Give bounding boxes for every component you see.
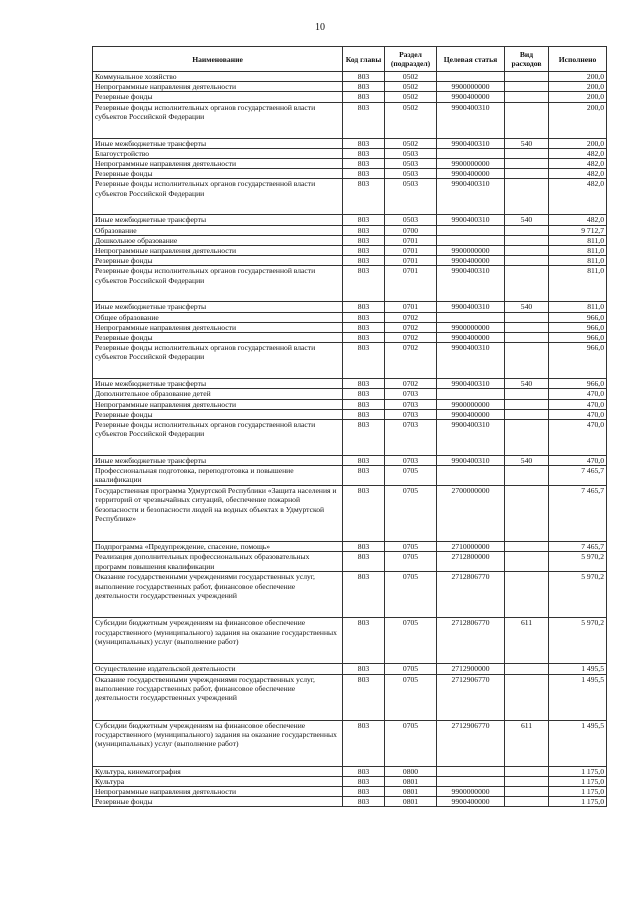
table-row — [93, 302, 607, 312]
row-kind — [505, 246, 549, 256]
row-article: 9900400310 — [437, 215, 505, 225]
row-article: 9900400310 — [437, 179, 505, 215]
row-code: 803 — [343, 766, 385, 776]
row-name: Непрограммные направления деятельности — [93, 82, 343, 92]
row-section: 0705 — [385, 486, 437, 542]
row-amount: 482,0 — [549, 159, 607, 169]
row-kind — [505, 225, 549, 235]
row-code: 803 — [343, 235, 385, 245]
row-article: 9900400000 — [437, 409, 505, 419]
row-code: 803 — [343, 82, 385, 92]
row-kind — [505, 179, 549, 215]
row-name: Реализация дополнительных профессиональных образовательных программ повышения квалификации — [93, 552, 343, 572]
row-article: 9900400000 — [437, 92, 505, 102]
row-amount: 811,0 — [549, 246, 607, 256]
row-kind — [505, 409, 549, 419]
row-kind — [505, 169, 549, 179]
row-name: Подпрограмма «Предупреждение, спасение, помощь» — [93, 542, 343, 552]
row-section: 0502 — [385, 82, 437, 92]
table-row — [93, 169, 607, 179]
row-article: 9900400310 — [437, 138, 505, 148]
row-amount: 966,0 — [549, 312, 607, 322]
table-row — [93, 552, 607, 572]
row-kind — [505, 266, 549, 302]
row-code: 803 — [343, 266, 385, 302]
row-amount: 966,0 — [549, 379, 607, 389]
row-amount: 5 970,2 — [549, 618, 607, 664]
row-article: 9900400310 — [437, 343, 505, 379]
row-section: 0705 — [385, 552, 437, 572]
row-name: Непрограммные направления деятельности — [93, 399, 343, 409]
row-code: 803 — [343, 179, 385, 215]
table-row — [93, 256, 607, 266]
row-kind: 540 — [505, 379, 549, 389]
row-article: 9900000000 — [437, 246, 505, 256]
row-kind — [505, 312, 549, 322]
row-article: 2712806770 — [437, 572, 505, 618]
row-name: Оказание государственными учреждениями государственных услуг, выполнение государственных работ, финансовое обеспечение деятельности государственных учреждений — [93, 674, 343, 720]
row-kind — [505, 148, 549, 158]
row-amount: 966,0 — [549, 333, 607, 343]
row-article: 9900400310 — [437, 102, 505, 138]
table-row — [93, 266, 607, 302]
row-code: 803 — [343, 720, 385, 766]
row-code: 803 — [343, 333, 385, 343]
row-code: 803 — [343, 664, 385, 674]
table-row — [93, 766, 607, 776]
row-kind — [505, 389, 549, 399]
row-kind: 540 — [505, 215, 549, 225]
row-code: 803 — [343, 256, 385, 266]
table-row — [93, 159, 607, 169]
row-article: 9900400310 — [437, 456, 505, 466]
row-amount: 470,0 — [549, 420, 607, 456]
row-kind — [505, 664, 549, 674]
row-section: 0702 — [385, 333, 437, 343]
row-name: Иные межбюджетные трансферты — [93, 215, 343, 225]
row-article — [437, 235, 505, 245]
row-name: Культура — [93, 776, 343, 786]
row-amount: 200,0 — [549, 102, 607, 138]
row-section: 0702 — [385, 343, 437, 379]
row-kind — [505, 766, 549, 776]
row-amount: 200,0 — [549, 72, 607, 82]
row-section: 0502 — [385, 138, 437, 148]
table-row — [93, 787, 607, 797]
table-row — [93, 720, 607, 766]
row-article — [437, 766, 505, 776]
header-name: Наименование — [93, 47, 343, 72]
header-article: Целевая статья — [437, 47, 505, 72]
row-section: 0702 — [385, 379, 437, 389]
row-kind — [505, 797, 549, 807]
row-article — [437, 148, 505, 158]
row-name: Общее образование — [93, 312, 343, 322]
row-code: 803 — [343, 572, 385, 618]
row-amount: 811,0 — [549, 266, 607, 302]
row-section: 0503 — [385, 179, 437, 215]
row-kind — [505, 159, 549, 169]
row-section: 0502 — [385, 72, 437, 82]
row-amount: 1 175,0 — [549, 776, 607, 786]
table-row — [93, 618, 607, 664]
budget-execution-table — [92, 46, 607, 807]
row-amount: 200,0 — [549, 138, 607, 148]
row-kind — [505, 82, 549, 92]
row-code: 803 — [343, 322, 385, 332]
row-name: Резервные фонды — [93, 256, 343, 266]
row-kind: 611 — [505, 618, 549, 664]
row-name: Дополнительное образование детей — [93, 389, 343, 399]
row-kind — [505, 486, 549, 542]
row-article: 2710000000 — [437, 542, 505, 552]
table-row — [93, 343, 607, 379]
header-kind: Вид расходов — [505, 47, 549, 72]
row-section: 0801 — [385, 776, 437, 786]
row-article — [437, 776, 505, 786]
row-article — [437, 225, 505, 235]
row-section: 0705 — [385, 720, 437, 766]
table-row — [93, 674, 607, 720]
row-section: 0700 — [385, 225, 437, 235]
row-name: Резервные фонды — [93, 409, 343, 419]
row-code: 803 — [343, 787, 385, 797]
row-article: 2712906770 — [437, 720, 505, 766]
table-row — [93, 82, 607, 92]
table-row — [93, 333, 607, 343]
table-row — [93, 797, 607, 807]
row-section: 0503 — [385, 169, 437, 179]
row-section: 0705 — [385, 466, 437, 486]
row-article — [437, 312, 505, 322]
row-amount: 811,0 — [549, 302, 607, 312]
row-code: 803 — [343, 456, 385, 466]
row-code: 803 — [343, 486, 385, 542]
row-section: 0705 — [385, 664, 437, 674]
row-code: 803 — [343, 797, 385, 807]
table-row — [93, 409, 607, 419]
header-amount: Исполнено — [549, 47, 607, 72]
row-code: 803 — [343, 102, 385, 138]
row-amount: 966,0 — [549, 343, 607, 379]
row-name: Резервные фонды — [93, 333, 343, 343]
row-article — [437, 72, 505, 82]
table-row — [93, 138, 607, 148]
row-amount: 482,0 — [549, 179, 607, 215]
row-amount: 470,0 — [549, 389, 607, 399]
row-amount: 7 465,7 — [549, 466, 607, 486]
row-amount: 5 970,2 — [549, 572, 607, 618]
row-name: Резервные фонды — [93, 92, 343, 102]
row-amount: 7 465,7 — [549, 542, 607, 552]
row-section: 0703 — [385, 389, 437, 399]
row-amount: 1 175,0 — [549, 787, 607, 797]
row-article: 2712900000 — [437, 664, 505, 674]
row-kind: 540 — [505, 138, 549, 148]
row-article: 9900400000 — [437, 333, 505, 343]
row-code: 803 — [343, 618, 385, 664]
row-section: 0703 — [385, 399, 437, 409]
row-code: 803 — [343, 215, 385, 225]
row-article — [437, 466, 505, 486]
header-code: Код главы — [343, 47, 385, 72]
row-section: 0705 — [385, 542, 437, 552]
row-name: Иные межбюджетные трансферты — [93, 138, 343, 148]
table-row — [93, 148, 607, 158]
row-section: 0703 — [385, 409, 437, 419]
row-section: 0705 — [385, 618, 437, 664]
row-section: 0801 — [385, 787, 437, 797]
row-kind — [505, 235, 549, 245]
row-section: 0701 — [385, 302, 437, 312]
row-code: 803 — [343, 399, 385, 409]
row-kind — [505, 343, 549, 379]
row-name: Резервные фонды исполнительных органов государственной власти субъектов Российской Федерации — [93, 266, 343, 302]
row-article: 9900400310 — [437, 420, 505, 456]
row-name: Субсидии бюджетным учреждениям на финансовое обеспечение государственного (муниципального) задания на оказание государственных (муниципальных) услуг (выполнение работ) — [93, 720, 343, 766]
table-header-row — [93, 47, 607, 72]
header-section: Раздел (подраздел) — [385, 47, 437, 72]
row-kind — [505, 542, 549, 552]
row-name: Непрограммные направления деятельности — [93, 246, 343, 256]
row-code: 803 — [343, 169, 385, 179]
table-row — [93, 420, 607, 456]
row-name: Непрограммные направления деятельности — [93, 322, 343, 332]
row-section: 0701 — [385, 266, 437, 302]
table-row — [93, 399, 607, 409]
table-row — [93, 92, 607, 102]
row-name: Образование — [93, 225, 343, 235]
row-code: 803 — [343, 246, 385, 256]
row-amount: 811,0 — [549, 235, 607, 245]
row-code: 803 — [343, 312, 385, 322]
row-amount: 1 495,5 — [549, 664, 607, 674]
row-code: 803 — [343, 420, 385, 456]
table-row — [93, 225, 607, 235]
row-name: Оказание государственными учреждениями государственных услуг, выполнение государственных работ, финансовое обеспечение деятельности государственных учреждений — [93, 572, 343, 618]
row-amount: 7 465,7 — [549, 486, 607, 542]
row-section: 0701 — [385, 235, 437, 245]
row-amount: 1 175,0 — [549, 797, 607, 807]
row-code: 803 — [343, 343, 385, 379]
row-kind — [505, 674, 549, 720]
row-section: 0703 — [385, 456, 437, 466]
row-section: 0801 — [385, 797, 437, 807]
row-amount: 811,0 — [549, 256, 607, 266]
row-name: Резервные фонды — [93, 797, 343, 807]
row-article: 2712806770 — [437, 618, 505, 664]
row-article: 9900000000 — [437, 399, 505, 409]
row-amount: 966,0 — [549, 322, 607, 332]
row-section: 0702 — [385, 322, 437, 332]
row-name: Резервные фонды исполнительных органов государственной власти субъектов Российской Федерации — [93, 420, 343, 456]
row-code: 803 — [343, 72, 385, 82]
row-amount: 482,0 — [549, 169, 607, 179]
row-name: Профессиональная подготовка, переподготовка и повышение квалификации — [93, 466, 343, 486]
row-code: 803 — [343, 466, 385, 486]
row-section: 0701 — [385, 246, 437, 256]
row-name: Иные межбюджетные трансферты — [93, 379, 343, 389]
row-section: 0503 — [385, 159, 437, 169]
row-kind — [505, 399, 549, 409]
table-row — [93, 776, 607, 786]
row-amount: 5 970,2 — [549, 552, 607, 572]
row-article: 2700000000 — [437, 486, 505, 542]
row-code: 803 — [343, 379, 385, 389]
row-code: 803 — [343, 674, 385, 720]
row-kind — [505, 552, 549, 572]
row-amount: 482,0 — [549, 148, 607, 158]
row-code: 803 — [343, 159, 385, 169]
row-article: 9900400000 — [437, 256, 505, 266]
row-section: 0705 — [385, 674, 437, 720]
row-code: 803 — [343, 389, 385, 399]
table-row — [93, 102, 607, 138]
row-kind: 540 — [505, 302, 549, 312]
row-kind — [505, 787, 549, 797]
row-kind — [505, 322, 549, 332]
row-code: 803 — [343, 225, 385, 235]
page-number: 10 — [315, 22, 325, 33]
row-code: 803 — [343, 409, 385, 419]
table-row — [93, 572, 607, 618]
table-row — [93, 215, 607, 225]
row-kind — [505, 572, 549, 618]
row-kind — [505, 72, 549, 82]
row-article: 9900400310 — [437, 302, 505, 312]
row-kind — [505, 92, 549, 102]
table-row — [93, 486, 607, 542]
row-amount: 200,0 — [549, 92, 607, 102]
row-name: Благоустройство — [93, 148, 343, 158]
row-name: Иные межбюджетные трансферты — [93, 302, 343, 312]
row-amount: 470,0 — [549, 456, 607, 466]
row-amount: 1 495,5 — [549, 674, 607, 720]
table-row — [93, 379, 607, 389]
table-row — [93, 322, 607, 332]
row-amount: 1 175,0 — [549, 766, 607, 776]
row-kind — [505, 776, 549, 786]
table-row — [93, 466, 607, 486]
row-name: Субсидии бюджетным учреждениям на финансовое обеспечение государственного (муниципального) задания на оказание государственных (муниципальных) услуг (выполнение работ) — [93, 618, 343, 664]
row-code: 803 — [343, 552, 385, 572]
table-row — [93, 179, 607, 215]
table-row — [93, 664, 607, 674]
row-kind — [505, 420, 549, 456]
row-name: Непрограммные направления деятельности — [93, 159, 343, 169]
table-row — [93, 246, 607, 256]
row-article: 9900400000 — [437, 797, 505, 807]
row-name: Резервные фонды исполнительных органов государственной власти субъектов Российской Федерации — [93, 179, 343, 215]
row-article: 9900000000 — [437, 787, 505, 797]
row-amount: 1 495,5 — [549, 720, 607, 766]
row-section: 0502 — [385, 102, 437, 138]
row-code: 803 — [343, 92, 385, 102]
row-article — [437, 389, 505, 399]
row-code: 803 — [343, 148, 385, 158]
row-kind — [505, 102, 549, 138]
row-amount: 470,0 — [549, 409, 607, 419]
row-article: 2712800000 — [437, 552, 505, 572]
row-section: 0702 — [385, 312, 437, 322]
row-article: 9900000000 — [437, 322, 505, 332]
row-article: 9900400310 — [437, 266, 505, 302]
table-row — [93, 72, 607, 82]
row-name: Государственная программа Удмуртской Республики «Защита населения и территорий от чрезвычайных ситуаций, обеспечение пожарной безопасности и безопасности людей на водных объектах в Удмуртской Республике» — [93, 486, 343, 542]
row-name: Резервные фонды исполнительных органов государственной власти субъектов Российской Федерации — [93, 102, 343, 138]
row-section: 0502 — [385, 92, 437, 102]
row-amount: 200,0 — [549, 82, 607, 92]
row-section: 0503 — [385, 148, 437, 158]
row-name: Дошкольное образование — [93, 235, 343, 245]
row-name: Непрограммные направления деятельности — [93, 787, 343, 797]
table-row — [93, 235, 607, 245]
row-kind — [505, 333, 549, 343]
row-code: 803 — [343, 138, 385, 148]
table-row — [93, 456, 607, 466]
row-section: 0503 — [385, 215, 437, 225]
row-code: 803 — [343, 542, 385, 552]
table-row — [93, 542, 607, 552]
row-article: 9900000000 — [437, 159, 505, 169]
row-code: 803 — [343, 302, 385, 312]
table-row — [93, 312, 607, 322]
row-kind — [505, 256, 549, 266]
row-name: Культура, кинематография — [93, 766, 343, 776]
row-amount: 482,0 — [549, 215, 607, 225]
row-section: 0705 — [385, 572, 437, 618]
row-article: 2712906770 — [437, 674, 505, 720]
row-name: Коммунальное хозяйство — [93, 72, 343, 82]
row-section: 0701 — [385, 256, 437, 266]
row-section: 0800 — [385, 766, 437, 776]
row-amount: 470,0 — [549, 399, 607, 409]
row-amount: 9 712,7 — [549, 225, 607, 235]
row-kind — [505, 466, 549, 486]
row-kind: 611 — [505, 720, 549, 766]
table-row — [93, 389, 607, 399]
row-code: 803 — [343, 776, 385, 786]
row-article: 9900400310 — [437, 379, 505, 389]
row-name: Резервные фонды исполнительных органов государственной власти субъектов Российской Федерации — [93, 343, 343, 379]
row-kind: 540 — [505, 456, 549, 466]
row-article: 9900400000 — [437, 169, 505, 179]
row-name: Резервные фонды — [93, 169, 343, 179]
row-name: Иные межбюджетные трансферты — [93, 456, 343, 466]
row-section: 0703 — [385, 420, 437, 456]
row-article: 9900000000 — [437, 82, 505, 92]
row-name: Осуществление издательской деятельности — [93, 664, 343, 674]
